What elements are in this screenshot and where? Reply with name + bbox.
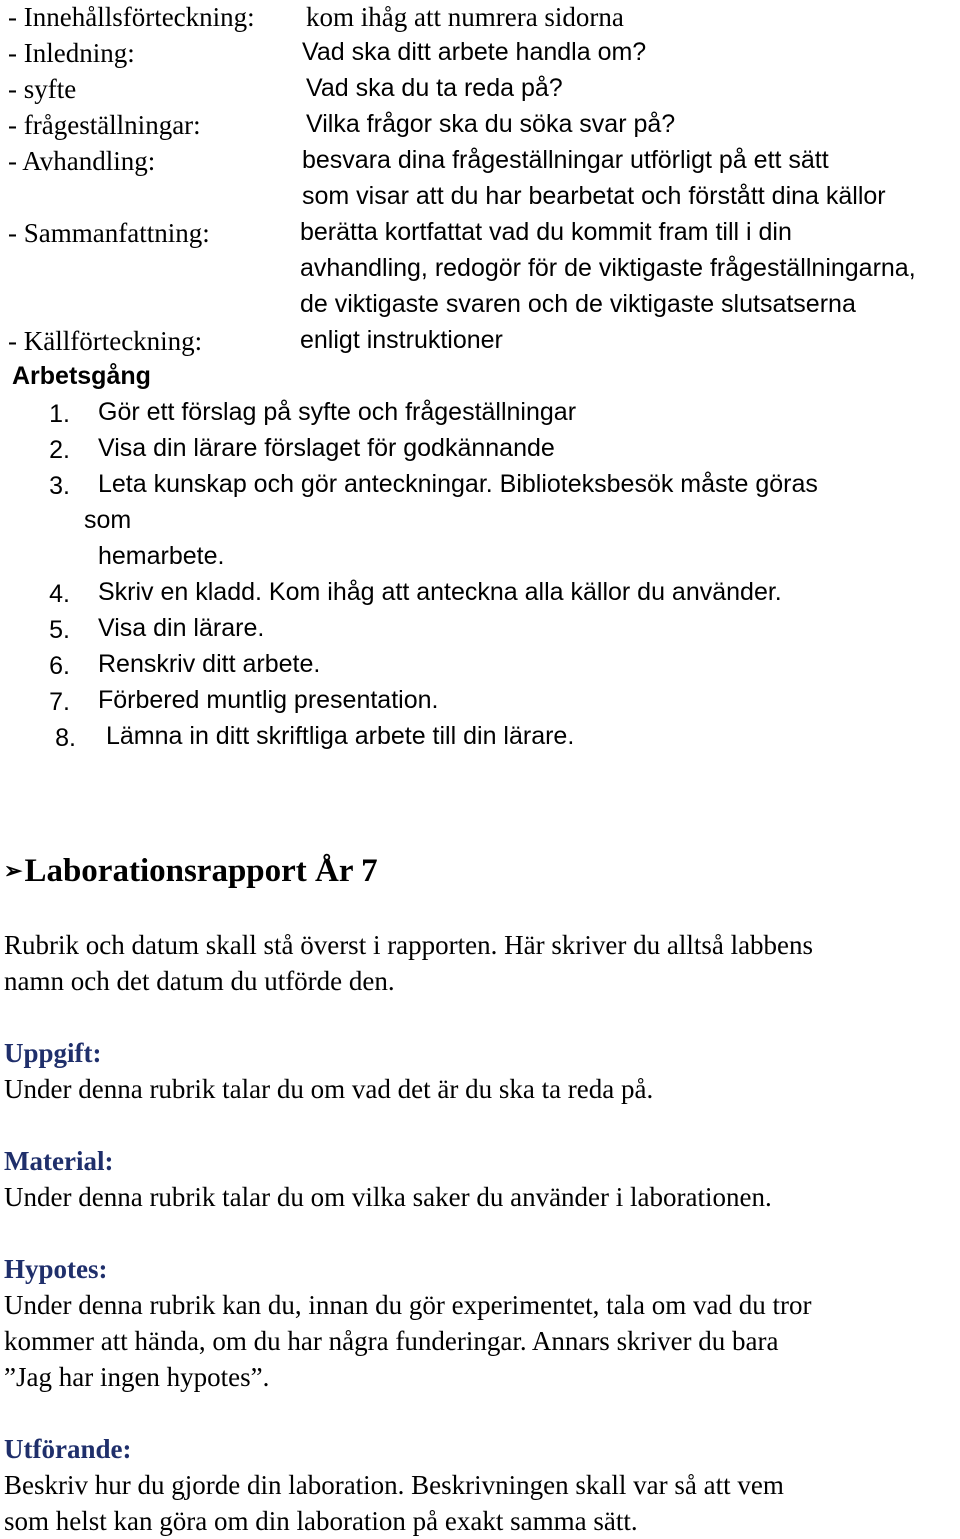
outline-desc: besvara dina frågeställningar utförligt på ett sätt (302, 146, 829, 174)
step-text: Visa din lärare förslaget för godkännande (98, 434, 555, 462)
section-heading-hypotes: Hypotes: (4, 1254, 108, 1284)
step-text: Förbered muntlig presentation. (98, 686, 439, 714)
section-text: kommer att hända, om du har några funderingar. Annars skriver du bara (4, 1326, 779, 1356)
section-heading-uppgift: Uppgift: (4, 1038, 102, 1068)
step-number: 3. (49, 472, 70, 500)
outline-desc: enligt instruktioner (300, 326, 503, 354)
lab-title (4, 855, 378, 888)
step-number: 7. (49, 688, 70, 716)
section-text: Beskriv hur du gjorde din laboration. Beskrivningen skall var så att vem (4, 1470, 784, 1500)
step-number: 4. (49, 580, 70, 608)
work-title: Arbetsgång (12, 362, 151, 390)
step-text: Renskriv ditt arbete. (98, 650, 321, 678)
step-text: Lämna in ditt skriftliga arbete till din lärare. (106, 722, 575, 750)
outline-desc-continued: som visar att du har bearbetat och förstått dina källor (302, 182, 886, 210)
section-heading-utforande: Utförande: (4, 1434, 132, 1464)
step-text: Gör ett förslag på syfte och frågeställningar (98, 398, 577, 426)
step-text: Skriv en kladd. Kom ihåg att anteckna alla källor du använder. (98, 578, 782, 606)
outline-term: - Sammanfattning: (8, 218, 210, 248)
step-text-continued: hemarbete. (98, 542, 225, 570)
outline-desc-continued: avhandling, redogör för de viktigaste frågeställningarna, (300, 254, 916, 282)
outline-desc: berätta kortfattat vad du kommit fram till i din (300, 218, 792, 246)
section-text: ”Jag har ingen hypotes”. (4, 1362, 270, 1392)
outline-desc-continued: de viktigaste svaren och de viktigaste slutsatserna (300, 290, 856, 318)
step-text: Visa din lärare. (98, 614, 265, 642)
lab-intro: Rubrik och datum skall stå överst i rapporten. Här skriver du alltså labbens (4, 930, 814, 960)
lab-intro: namn och det datum du utförde den. (4, 966, 395, 996)
step-number: 1. (49, 400, 70, 428)
step-text: Leta kunskap och gör anteckningar. Biblioteksbesök måste göras (98, 470, 818, 498)
section-text: Under denna rubrik talar du om vilka saker du använder i laborationen. (4, 1182, 772, 1212)
step-text-continued: som (84, 506, 132, 534)
step-number: 2. (49, 436, 70, 464)
outline-term: - Innehållsförteckning: (8, 2, 255, 32)
step-number: 6. (49, 652, 70, 680)
step-number: 5. (49, 616, 70, 644)
section-heading-material: Material: (4, 1146, 114, 1176)
section-text: Under denna rubrik talar du om vad det är du ska ta reda på. (4, 1074, 654, 1104)
outline-term: - Avhandling: (8, 146, 156, 176)
outline-desc: Vilka frågor ska du söka svar på? (306, 110, 676, 138)
lab-title-text: Laborationsrapport År 7 (24, 853, 378, 889)
arrow-bullet-icon: ➢ (4, 858, 23, 883)
section-text: Under denna rubrik kan du, innan du gör experimentet, tala om vad du tror (4, 1290, 812, 1320)
outline-desc: Vad ska ditt arbete handla om? (302, 38, 647, 66)
section-text: som helst kan göra om din laboration på exakt samma sätt. (4, 1506, 638, 1536)
outline-desc: kom ihåg att numrera sidorna (306, 2, 624, 32)
outline-term: - syfte (8, 74, 77, 104)
step-number: 8. (55, 724, 76, 752)
outline-term: - Inledning: (8, 38, 135, 68)
outline-term: - frågeställningar: (8, 110, 201, 140)
outline-desc: Vad ska du ta reda på? (306, 74, 563, 102)
outline-term: - Källförteckning: (8, 326, 203, 356)
